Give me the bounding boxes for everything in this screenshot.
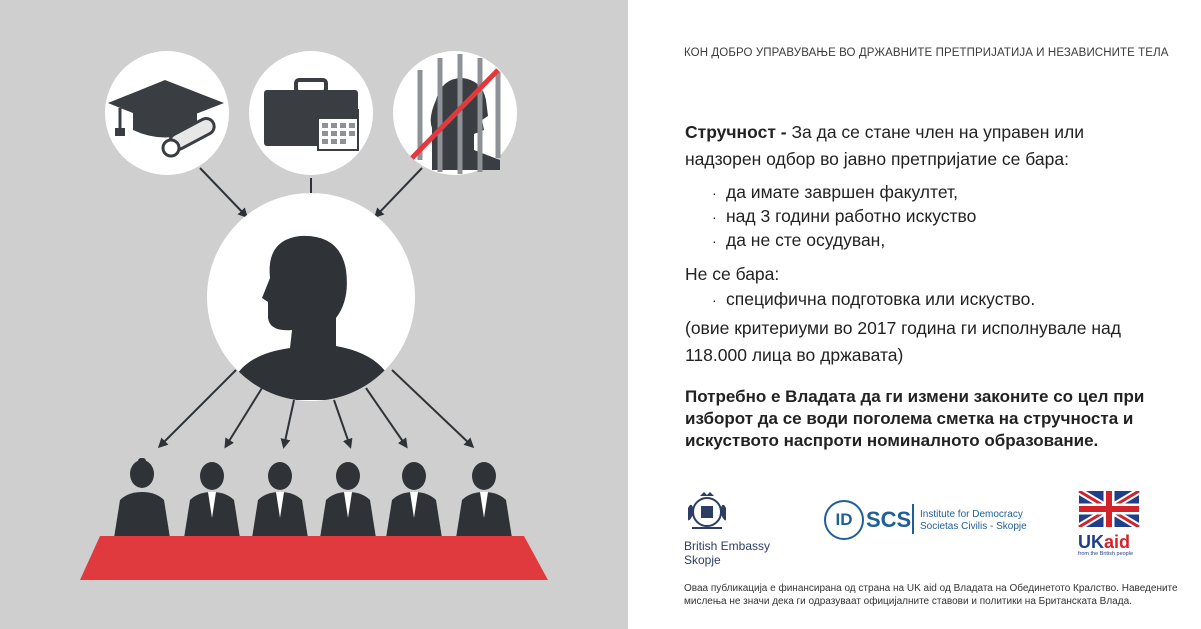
idscs-mark: ID: [824, 500, 864, 540]
ukaid-aid: aid: [1104, 532, 1131, 552]
required-item-1: · да имате завршен факултет,: [712, 182, 958, 202]
criteria-note: (овие критериуми во 2017 година ги исполнувале над 118.000 лица во државата): [685, 318, 1121, 365]
idscs-logo: [824, 500, 1044, 544]
royal-crest-icon: [684, 490, 730, 532]
not-required-item-1: · специфична подготовка или искуство.: [712, 289, 1036, 309]
intro-paragraph: [685, 119, 1084, 173]
idscs-line-2: Societas Civilis - Skopje: [920, 521, 1027, 532]
intro-bold-term: Стручност -: [685, 122, 787, 142]
intro-line-1: За да се стане член на управен или: [786, 122, 1084, 142]
briefcase-calendar-icon: [249, 51, 373, 175]
union-jack-icon: [1078, 491, 1140, 527]
british-embassy-logo: [684, 490, 794, 567]
idscs-divider: [912, 504, 914, 534]
board-table: [80, 536, 548, 580]
idscs-line-1: Institute for Democracy: [920, 509, 1023, 520]
ukaid-uk: UK: [1078, 532, 1104, 552]
ukaid-tagline: from the British people: [1078, 551, 1134, 557]
page-header: КОН ДОБРО УПРАВУВАЊЕ ВО ДРЖАВНИТЕ ПРЕТПРИЈАТИЈА И НЕЗАВИСНИТЕ ТЕЛА: [684, 47, 1169, 59]
text-panel: [628, 0, 1201, 629]
idscs-mark-suffix: SCS: [866, 507, 912, 532]
required-item-2: · над 3 години работно искуство: [712, 206, 977, 226]
board-members: [114, 458, 512, 538]
funding-disclaimer: Оваа публикација е финансирана од страна на UK aid од Владата на Обединетото Кралство. Наведените мислења не значи дека ги одразуваат официјалните ставови и политики на Британската Влада.: [684, 583, 1178, 607]
not-required-label: Не се бара:: [685, 264, 780, 284]
conclusion-paragraph: Потребно е Владата да ги измени законите со цел при изборот да се води поголема сметка на стручноста и искуството наспроти номиналното образование.: [685, 387, 1145, 450]
ukaid-logo: [1078, 491, 1148, 557]
graduation-cap-icon: [105, 51, 229, 175]
prisoner-crossed-icon: [393, 51, 517, 175]
intro-line-2: надзорен одбор во јавно претпријатие се бара:: [685, 149, 1069, 169]
embassy-line-2: Skopje: [684, 553, 721, 567]
required-item-3: · да не сте осудуван,: [712, 230, 886, 250]
candidate-person-icon: [207, 193, 415, 401]
embassy-line-1: British Embassy: [684, 539, 771, 553]
